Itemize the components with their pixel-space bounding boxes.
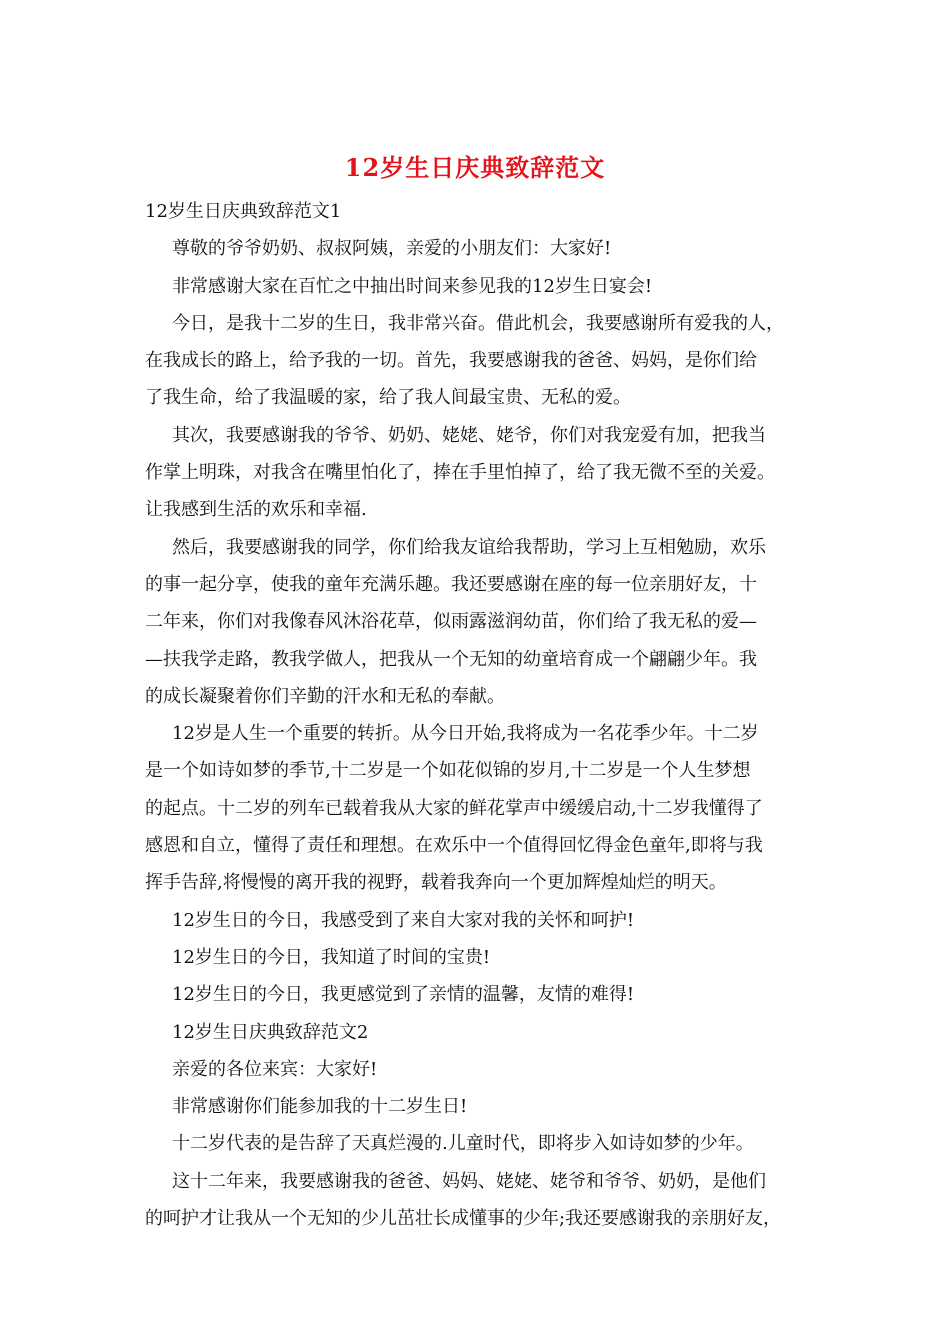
document-body	[145, 197, 815, 1241]
text-line: 12岁生日庆典致辞范文2	[172, 1021, 369, 1043]
text-line: 的成长凝聚着你们辛勤的汗水和无私的奉献。	[145, 685, 505, 707]
text-line: 12岁是人生一个重要的转折。从今日开始,我将成为一名花季少年。十二岁	[172, 723, 759, 745]
text-line: 了我生命，给了我温暖的家，给了我人间最宝贵、无私的爱。	[145, 387, 631, 409]
text-line: 亲爱的各位来宾：大家好!	[172, 1058, 378, 1080]
text-line: 在我成长的路上，给予我的一切。首先，我要感谢我的爸爸、妈妈，是你们给	[145, 350, 757, 372]
text-line: 12岁生日的今日，我更感觉到了亲情的温馨，友情的难得!	[172, 984, 635, 1006]
text-line: 12岁生日的今日，我知道了时间的宝贵!	[172, 946, 491, 968]
text-line: 的起点。十二岁的列车已载着我从大家的鲜花掌声中缓缓启动,十二岁我懂得了	[145, 797, 763, 819]
text-line: 的呵护才让我从一个无知的少儿茁壮长成懂事的少年;我还要感谢我的亲朋好友，	[145, 1208, 782, 1230]
text-line: 这十二年来，我要感谢我的爸爸、妈妈、姥姥、姥爷和爷爷、奶奶，是他们	[172, 1170, 766, 1192]
text-line: 二年来，你们对我像春风沐浴花草，似雨露滋润幼苗，你们给了我无私的爱—	[145, 611, 757, 633]
text-line: 感恩和自立，懂得了责任和理想。在欢乐中一个值得回忆得金色童年,即将与我	[145, 835, 763, 857]
text-line: 作掌上明珠，对我含在嘴里怕化了，捧在手里怕掉了，给了我无微不至的关爱。	[145, 462, 775, 484]
text-line: 今日，是我十二岁的生日，我非常兴奋。借此机会，我要感谢所有爱我的人，	[172, 312, 784, 334]
text-line: 非常感谢大家在百忙之中抽出时间来参见我的12岁生日宴会!	[172, 275, 653, 297]
text-line: 12岁生日庆典致辞范文1	[145, 201, 342, 222]
text-line: 尊敬的爷爷奶奶、叔叔阿姨，亲爱的小朋友们：大家好!	[172, 238, 612, 260]
text-line: 其次，我要感谢我的爷爷、奶奶、姥姥、姥爷，你们对我宠爱有加，把我当	[172, 424, 766, 446]
text-line: 挥手告辞,将慢慢的离开我的视野，载着我奔向一个更加辉煌灿烂的明天。	[145, 872, 727, 894]
text-line: —扶我学走路，教我学做人，把我从一个无知的幼童培育成一个翩翩少年。我	[145, 648, 757, 670]
text-line: 非常感谢你们能参加我的十二岁生日!	[172, 1096, 468, 1118]
text-line: 12岁生日的今日，我感受到了来自大家对我的关怀和呵护!	[172, 909, 635, 931]
text-line: 然后，我要感谢我的同学，你们给我友谊给我帮助，学习上互相勉励，欢乐	[172, 536, 766, 558]
text-line: 十二岁代表的是告辞了天真烂漫的.儿童时代，即将步入如诗如梦的少年。	[172, 1133, 754, 1155]
text-line: 让我感到生活的欢乐和幸福.	[145, 499, 367, 521]
text-line: 的事一起分享，使我的童年充满乐趣。我还要感谢在座的每一位亲朋好友，十	[145, 573, 757, 595]
text-line: 是一个如诗如梦的季节,十二岁是一个如花似锦的岁月,十二岁是一个人生梦想	[145, 760, 751, 782]
document-title: 12岁生日庆典致辞范文	[344, 153, 606, 182]
